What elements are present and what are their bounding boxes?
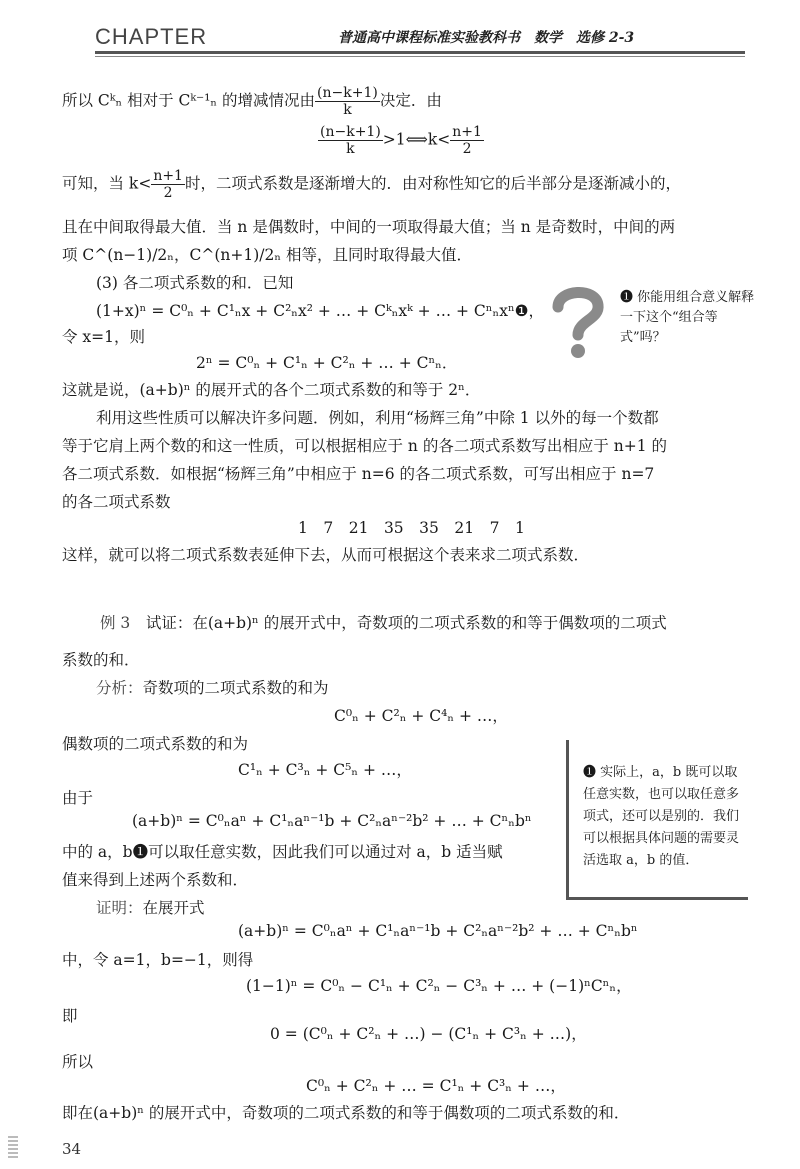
equation: 0 = (C⁰ₙ + C²ₙ + …) − (C¹ₙ + C³ₙ + …)， <box>270 1025 587 1043</box>
text-line: 项 C^(n−1)/2ₙ，C^(n+1)/2ₙ 相等，且同时取得最大值． <box>62 246 472 264</box>
text-line: 所以 <box>62 1053 94 1071</box>
text-line: (3) 各二项式系数的和．已知 <box>96 274 294 292</box>
text-line: 即 <box>62 1007 78 1025</box>
text-line <box>62 85 442 118</box>
footnote-marker: ❶ <box>132 843 149 861</box>
fraction-denominator: 2 <box>462 141 472 157</box>
text-span: 在展开式 <box>142 899 205 917</box>
header-rule-thin <box>95 56 745 57</box>
equation: (a+b)ⁿ = C⁰ₙaⁿ + C¹ₙaⁿ⁻¹b + C²ₙaⁿ⁻²b² + … + Cⁿₙbⁿ <box>132 812 532 830</box>
equation: (a+b)ⁿ = C⁰ₙaⁿ + C¹ₙaⁿ⁻¹b + C²ₙaⁿ⁻²b² + … + Cⁿₙbⁿ <box>238 922 638 940</box>
fraction-numerator: (n−k+1) <box>317 85 378 101</box>
text-span: 中的 a，b <box>62 843 133 861</box>
text-line: 这样，就可以将二项式系数表延伸下去，从而可根据这个表来求二项式系数． <box>62 546 590 564</box>
fraction <box>151 168 185 201</box>
page-number: 34 <box>62 1140 82 1158</box>
fraction-denominator: 2 <box>163 185 173 201</box>
fraction-denominator: k <box>343 102 352 118</box>
text-span: 奇数项的二项式系数的和为 <box>142 679 329 697</box>
text-line: 中，令 a=1，b=−1，则得 <box>62 951 254 969</box>
text-span: 可知，当 k< <box>62 174 152 193</box>
equation: C⁰ₙ + C²ₙ + C⁴ₙ + …， <box>334 707 508 725</box>
text-line <box>96 299 544 321</box>
chapter-label: CHAPTER <box>95 24 208 49</box>
text-span: (1+x)ⁿ = C⁰ₙ + C¹ₙx + C²ₙx² + … + Cᵏₙxᵏ + … + Cⁿₙxⁿ <box>96 302 515 320</box>
sidebar-note-2 <box>566 740 748 900</box>
header-rule <box>95 51 745 54</box>
text-line: 偶数项的二项式系数的和为 <box>62 735 249 753</box>
footnote-marker: ❶， <box>514 302 545 320</box>
fraction-numerator: n+1 <box>153 168 183 184</box>
page-edge-mark <box>8 1136 18 1158</box>
number-row: 1 7 21 35 35 21 7 1 <box>298 519 525 537</box>
sidebar-text: 你能用组合意义解释一下这个“组合等式”吗？ <box>620 290 755 345</box>
footnote-marker: ❶ <box>583 765 597 780</box>
text-line: 系数的和． <box>62 651 140 669</box>
text-line <box>62 840 503 862</box>
fraction <box>315 85 380 118</box>
equation: 2ⁿ = C⁰ₙ + C¹ₙ + C²ₙ + … + Cⁿₙ． <box>196 354 458 372</box>
footnote-marker: ❶ <box>620 290 634 305</box>
equation: (1−1)ⁿ = C⁰ₙ − C¹ₙ + C²ₙ − C³ₙ + … + (−1)ⁿCⁿₙ， <box>246 977 632 995</box>
text-line: 由于 <box>62 789 94 807</box>
fraction <box>450 124 484 157</box>
text-line: 且在中间取得最大值．当 n 是偶数时，中间的一项取得最大值；当 n 是奇数时，中间的两 <box>62 218 676 236</box>
sidebar-text: 实际上，a，b 既可以取任意实数，也可以取任意多项式，还可以是别的．我们可以根据具体问题的需要灵活选取 a，b 的值． <box>583 765 740 868</box>
text-line: 这就是说，(a+b)ⁿ 的展开式的各个二项式系数的和等于 2ⁿ． <box>62 381 481 399</box>
text-line: 即在(a+b)ⁿ 的展开式中，奇数项的二项式系数的和等于偶数项的二项式系数的和． <box>62 1104 630 1122</box>
text-line: 令 x=1，则 <box>62 328 146 346</box>
text-line: 利用这些性质可以解决许多问题．例如，利用“杨辉三角”中除 1 以外的每一个数都 <box>96 409 659 427</box>
equation: C⁰ₙ + C²ₙ + … = C¹ₙ + C³ₙ + …， <box>306 1077 566 1095</box>
text-line: 值来得到上述两个系数和． <box>62 871 249 889</box>
sidebar-note-1 <box>620 288 758 348</box>
inequality <box>318 124 484 157</box>
fraction-denominator: k <box>346 141 355 157</box>
text-line <box>96 676 329 698</box>
text-span: >1⟺k< <box>382 130 451 149</box>
example-heading <box>100 611 667 633</box>
analysis-label: 分析： <box>96 679 143 697</box>
text-span: 所以 Cᵏₙ 相对于 Cᵏ⁻¹ₙ 的增减情况由 <box>62 91 316 110</box>
fraction-numerator: (n−k+1) <box>320 124 381 140</box>
fraction-numerator: n+1 <box>452 124 482 140</box>
text-span: 试证：在(a+b)ⁿ 的展开式中，奇数项的二项式系数的和等于偶数项的二项式 <box>145 614 667 632</box>
text-span: 决定．由 <box>379 91 442 110</box>
text-line <box>96 896 205 918</box>
question-mark-icon <box>548 283 606 361</box>
text-span: 可以取任意实数，因此我们可以通过对 a，b 适当赋 <box>148 843 503 861</box>
proof-label: 证明： <box>96 899 143 917</box>
book-title: 普通高中课程标准实验教科书 数学 选修 2-3 <box>338 30 635 46</box>
example-label: 例 3 <box>100 614 131 632</box>
text-line: 等于它肩上两个数的和这一性质，可以根据相应于 n 的各二项式系数写出相应于 n+1 的 <box>62 437 668 455</box>
text-line: 的各二项式系数 <box>62 493 171 511</box>
equation: C¹ₙ + C³ₙ + C⁵ₙ + …， <box>238 761 412 779</box>
text-line <box>62 168 681 201</box>
text-line: 各二项式系数．如根据“杨辉三角”中相应于 n=6 的各二项式系数，可写出相应于 n=7 <box>62 465 655 483</box>
fraction <box>318 124 383 157</box>
text-span: 时，二项式系数是逐渐增大的．由对称性知它的后半部分是逐渐减小的， <box>184 174 681 193</box>
